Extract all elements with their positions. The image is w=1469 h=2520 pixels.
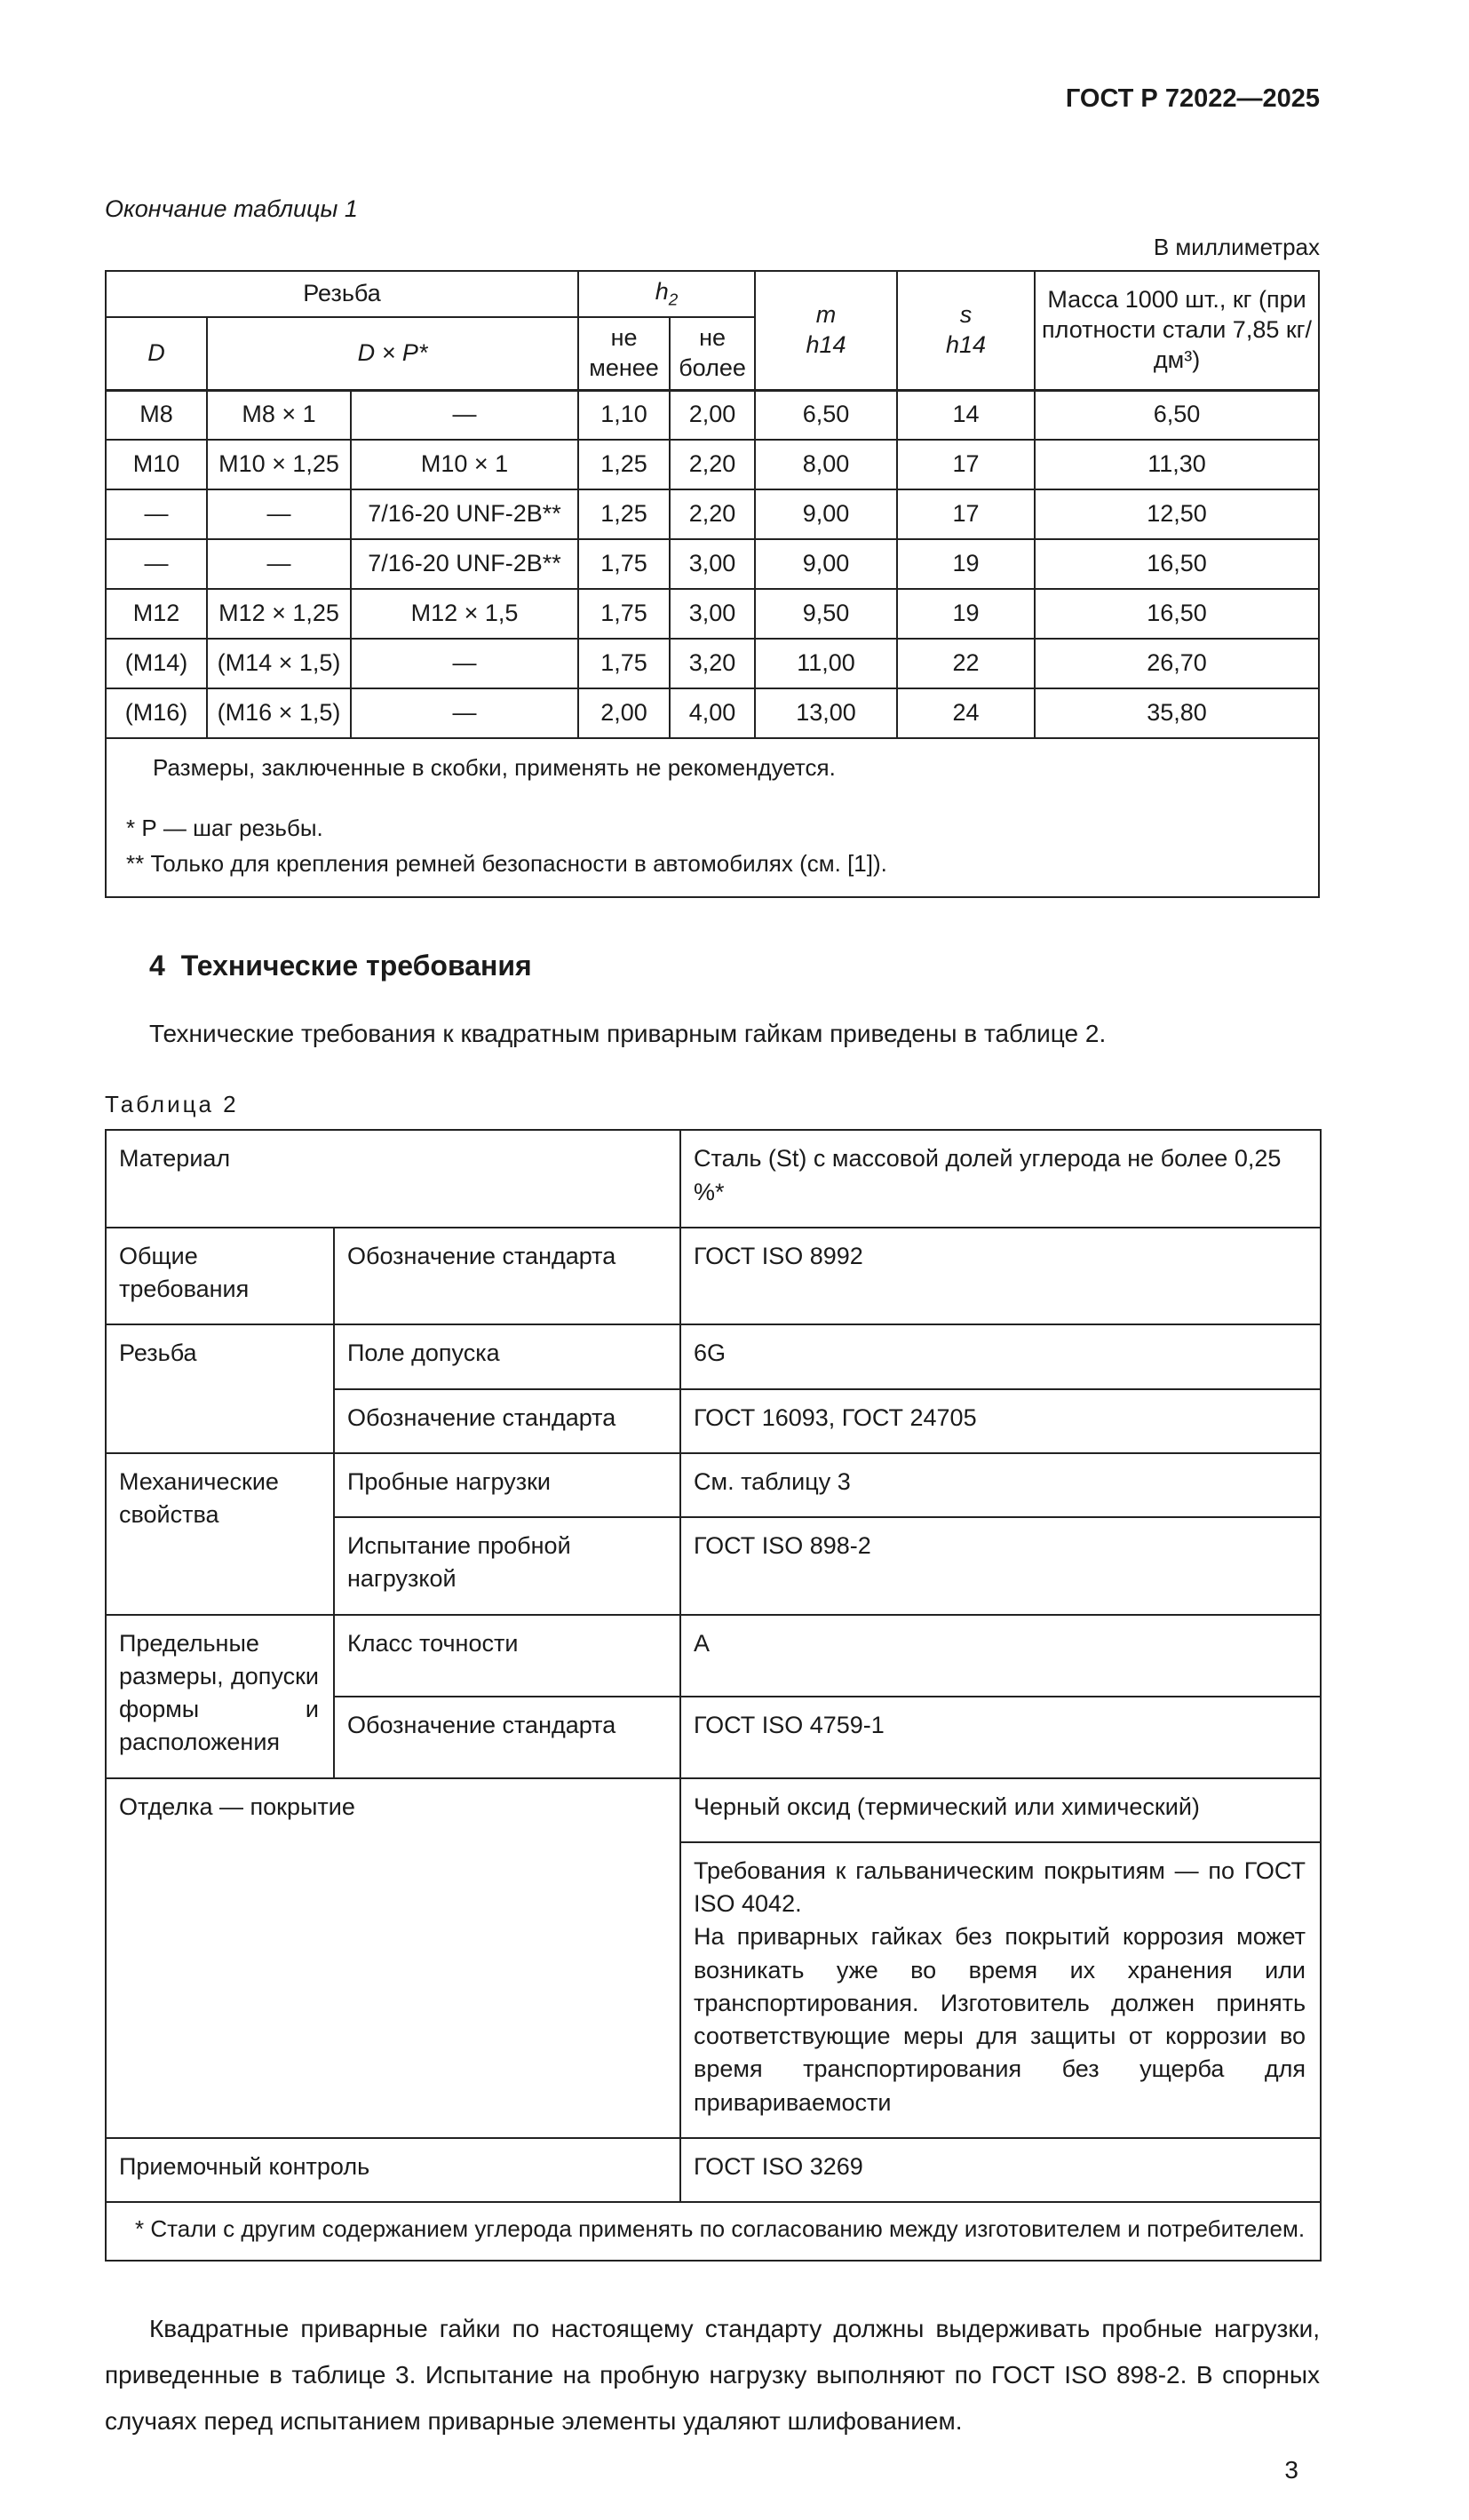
table2-row-thread-1 <box>106 1324 1321 1388</box>
table-cell: 9,00 <box>755 489 897 539</box>
table-cell: — <box>351 688 578 738</box>
acceptance-label: Приемочный контроль <box>106 2138 680 2202</box>
page-number: 3 <box>1284 2456 1298 2484</box>
table-cell: — <box>207 539 351 589</box>
table2-footnote: * Стали с другим содержанием углерода применять по согласованию между изготовителем и потребителем. <box>106 2202 1321 2261</box>
table-cell: М10 × 1,25 <box>207 440 351 489</box>
table-cell: — <box>351 639 578 688</box>
table-cell: (М14 × 1,5) <box>207 639 351 688</box>
table-cell: 14 <box>897 390 1035 440</box>
table-cell: 3,20 <box>670 639 755 688</box>
table2-row-mech-1 <box>106 1453 1321 1517</box>
table-cell: 19 <box>897 589 1035 639</box>
s-tolerance: h14 <box>946 330 987 358</box>
table2-row-limits-1 <box>106 1615 1321 1697</box>
table1-header-row-1 <box>106 271 1319 317</box>
table2-row-footnote <box>106 2202 1321 2261</box>
table1-note-double-star: ** Только для крепления ремней безопасности в автомобилях (см. [1]). <box>126 849 887 877</box>
table-cell: М8 × 1 <box>207 390 351 440</box>
h2-symbol: h <box>655 278 669 305</box>
table-cell: 9,00 <box>755 539 897 589</box>
table-cell: 35,80 <box>1035 688 1319 738</box>
mech-label: Механические свойства <box>106 1453 334 1615</box>
table-cell: 6,50 <box>755 390 897 440</box>
table-cell: 16,50 <box>1035 539 1319 589</box>
table-row <box>106 489 1319 539</box>
table-cell: М12 × 1,5 <box>351 589 578 639</box>
table2-row-material <box>106 1130 1321 1228</box>
finish-label: Отделка — покрытие <box>106 1778 680 2138</box>
table-cell: 16,50 <box>1035 589 1319 639</box>
material-label: Материал <box>106 1130 680 1228</box>
table-cell: 2,00 <box>578 688 670 738</box>
table-row <box>106 440 1319 489</box>
table-row <box>106 390 1319 440</box>
general-sub: Обозначение стандарта <box>334 1228 680 1325</box>
table1-note-general: Размеры, заключенные в скобки, применять не рекомендуется. <box>153 754 836 782</box>
table-cell: 1,25 <box>578 440 670 489</box>
section-4-heading <box>105 950 1320 982</box>
material-value: Сталь (St) с массовой долей углерода не более 0,25 %* <box>680 1130 1321 1228</box>
table-cell: 24 <box>897 688 1035 738</box>
limits-value-2: ГОСТ ISO 4759-1 <box>680 1697 1321 1778</box>
units-note: В миллиметрах <box>1153 234 1320 260</box>
table2-row-acceptance <box>106 2138 1321 2202</box>
section-4-intro: Технические требования к квадратным приварным гайкам приведены в таблице 2. <box>149 1020 1107 1048</box>
table1-header-s <box>897 271 1035 390</box>
table2-caption: Таблица 2 <box>105 1091 239 1118</box>
table-cell: 11,30 <box>1035 440 1319 489</box>
table1-body <box>106 390 1319 738</box>
thread-value-2: ГОСТ 16093, ГОСТ 24705 <box>680 1389 1321 1453</box>
mech-sub-2: Испытание пробной нагрузкой <box>334 1517 680 1615</box>
limits-label: Предельные размеры, допуски формы и расположения <box>106 1615 334 1778</box>
table-row <box>106 539 1319 589</box>
h2-subscript: 2 <box>668 290 679 310</box>
acceptance-value: ГОСТ ISO 3269 <box>680 2138 1321 2202</box>
general-label: Общие требования <box>106 1228 334 1325</box>
table-cell: 17 <box>897 489 1035 539</box>
table-cell: 11,00 <box>755 639 897 688</box>
s-symbol: s <box>959 301 973 328</box>
mech-value-2: ГОСТ ISO 898-2 <box>680 1517 1321 1615</box>
table-cell: 26,70 <box>1035 639 1319 688</box>
table-cell: (М16 × 1,5) <box>207 688 351 738</box>
table1-header-mass: Масса 1000 шт., кг (при плотности стали 7,85 кг/дм³) <box>1035 271 1319 390</box>
table1-header-min: не менее <box>578 317 670 390</box>
table-cell: 3,00 <box>670 539 755 589</box>
table-row <box>106 589 1319 639</box>
table-cell: 12,50 <box>1035 489 1319 539</box>
limits-sub-1: Класс точности <box>334 1615 680 1697</box>
table-cell: — <box>106 489 207 539</box>
table1-header-m <box>755 271 897 390</box>
table-cell: 1,10 <box>578 390 670 440</box>
table-cell: 1,25 <box>578 489 670 539</box>
table1 <box>105 270 1320 898</box>
table-cell: 1,75 <box>578 639 670 688</box>
doc-code: ГОСТ Р 72022—2025 <box>1065 84 1320 113</box>
mech-sub-1: Пробные нагрузки <box>334 1453 680 1517</box>
m-tolerance: h14 <box>806 330 846 358</box>
thread-sub-2: Обозначение стандарта <box>334 1389 680 1453</box>
table1-header-dxp: D × P* <box>207 317 578 390</box>
table1-notes-row <box>106 738 1319 897</box>
limits-value-1: А <box>680 1615 1321 1697</box>
table1-header-max: не более <box>670 317 755 390</box>
table-cell: 2,20 <box>670 440 755 489</box>
table-cell: 7/16-20 UNF-2B** <box>351 539 578 589</box>
thread-value-1: 6G <box>680 1324 1321 1388</box>
table-cell: — <box>351 390 578 440</box>
table-cell: (М16) <box>106 688 207 738</box>
table2 <box>105 1129 1322 2262</box>
table-cell: 17 <box>897 440 1035 489</box>
limits-sub-2: Обозначение стандарта <box>334 1697 680 1778</box>
table-cell: 1,75 <box>578 539 670 589</box>
table1-note-star: * Р — шаг резьбы. <box>126 814 323 841</box>
table-cell: 7/16-20 UNF-2B** <box>351 489 578 539</box>
closing-paragraph: Квадратные приварные гайки по настоящему стандарту должны выдерживать пробные нагрузки, приведенные в таблице 3. Испытание на пробную нагрузку выполняют по ГОСТ ISO 898-2. В спорных случаях перед испытанием приварные элементы удаляют шлифованием. <box>105 2315 1320 2435</box>
thread-sub-1: Поле допуска <box>334 1324 680 1388</box>
table-cell: 9,50 <box>755 589 897 639</box>
table-cell: — <box>207 489 351 539</box>
table-cell: (М14) <box>106 639 207 688</box>
table-cell: М12 × 1,25 <box>207 589 351 639</box>
table1-notes-cell <box>106 738 1319 897</box>
table-cell: 8,00 <box>755 440 897 489</box>
table-row <box>106 639 1319 688</box>
table-cell: 2,00 <box>670 390 755 440</box>
table-cell: 3,00 <box>670 589 755 639</box>
table-cell: 6,50 <box>1035 390 1319 440</box>
table1-header-d: D <box>106 317 207 390</box>
mech-value-1: См. таблицу 3 <box>680 1453 1321 1517</box>
m-symbol: m <box>815 301 837 328</box>
general-value: ГОСТ ISO 8992 <box>680 1228 1321 1325</box>
table-cell: 19 <box>897 539 1035 589</box>
table-cell: 2,20 <box>670 489 755 539</box>
table-cell: М12 <box>106 589 207 639</box>
table-cell: 1,75 <box>578 589 670 639</box>
table-cell: 13,00 <box>755 688 897 738</box>
table1-header-h2 <box>578 271 755 317</box>
finish-coating-note: Требования к гальваническим покрытиям — по ГОСТ ISO 4042. <box>694 1856 1306 1918</box>
section-title: Технические требования <box>180 950 532 982</box>
table-cell: — <box>106 539 207 589</box>
finish-value-2 <box>680 1842 1321 2138</box>
finish-value-1: Черный оксид (термический или химический) <box>680 1778 1321 1842</box>
table-cell: М10 <box>106 440 207 489</box>
table-cell: М10 × 1 <box>351 440 578 489</box>
table1-header-thread: Резьба <box>106 271 578 317</box>
table1-caption: Окончание таблицы 1 <box>105 195 358 222</box>
section-number: 4 <box>149 950 165 982</box>
finish-corrosion-note: На приварных гайках без покрытий коррозия может возникать уже во время их хранения или транспортирования. Изготовитель должен принять соответствующие меры для защиты от коррозии во время транспортирования без ущерба для привариваемости <box>694 1923 1306 2116</box>
table2-row-finish-1 <box>106 1778 1321 1842</box>
table-cell: 22 <box>897 639 1035 688</box>
table2-row-general <box>106 1228 1321 1325</box>
table-cell: М8 <box>106 390 207 440</box>
table-cell: 4,00 <box>670 688 755 738</box>
table-row <box>106 688 1319 738</box>
thread-label: Резьба <box>106 1324 334 1453</box>
